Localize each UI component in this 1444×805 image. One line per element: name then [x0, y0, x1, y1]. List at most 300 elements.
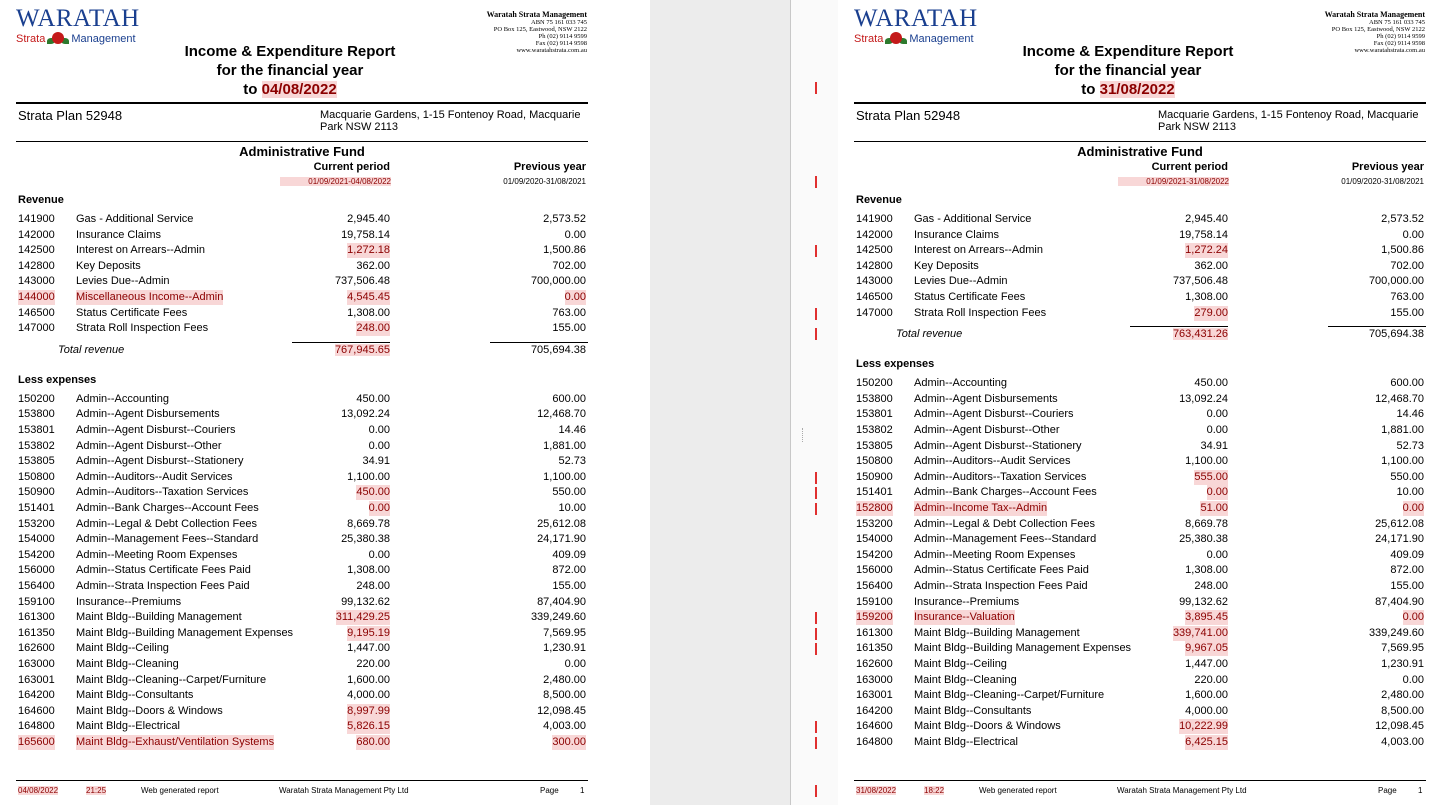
account-code: 161300 — [18, 611, 55, 624]
account-code: 164200 — [856, 704, 893, 717]
previous-amount: 25,612.08 — [1375, 517, 1424, 530]
expense-row — [856, 439, 1426, 454]
report-date: 04/08/2022 — [261, 81, 337, 98]
total-revenue-label: Total revenue — [58, 343, 125, 356]
footer-page-number: 1 — [1418, 786, 1423, 795]
previous-amount: 2,573.52 — [1381, 213, 1424, 225]
current-amount: 279.00 — [1194, 306, 1228, 319]
account-name: Levies Due--Admin — [914, 275, 1008, 288]
company-name: Waratah Strata Management — [486, 10, 587, 19]
revenue-row — [18, 212, 588, 227]
previous-amount: 8,500.00 — [543, 689, 586, 702]
previous-amount: 300.00 — [552, 736, 586, 748]
current-amount: 450.00 — [1194, 377, 1228, 390]
account-name: Insurance--Valuation — [914, 611, 1015, 624]
account-code: 142800 — [18, 259, 55, 272]
account-code: 146500 — [18, 306, 55, 319]
account-code: 159200 — [856, 611, 893, 624]
account-name: Admin--Meeting Room Expenses — [914, 548, 1076, 561]
previous-amount: 4,003.00 — [543, 720, 586, 733]
logo-wordmark: WARATAH — [16, 5, 140, 32]
account-name: Maint Bldg--Consultants — [76, 689, 194, 702]
account-code: 151401 — [18, 502, 55, 514]
current-amount: 34.91 — [1200, 439, 1228, 452]
expense-row — [856, 548, 1426, 563]
expenses-heading: Less expenses — [18, 373, 97, 386]
total-revenue-rule-current — [1130, 326, 1228, 327]
previous-amount: 600.00 — [552, 392, 586, 405]
previous-period-range: 01/09/2020-31/08/2021 — [1341, 177, 1424, 186]
account-code: 165600 — [18, 736, 55, 748]
change-marker[interactable] — [815, 628, 817, 640]
account-name: Admin--Meeting Room Expenses — [76, 548, 238, 561]
current-amount: 25,380.38 — [341, 533, 390, 546]
account-name: Admin--Agent Disburst--Other — [914, 424, 1060, 436]
account-name: Admin--Bank Charges--Account Fees — [914, 486, 1097, 499]
expense-row — [856, 563, 1426, 578]
account-code: 150900 — [18, 486, 55, 499]
previous-amount: 0.00 — [1402, 228, 1424, 241]
revenue-row — [18, 306, 588, 321]
account-code: 153801 — [18, 424, 55, 436]
total-revenue-rule-previous — [490, 342, 588, 343]
account-code: 150200 — [856, 377, 893, 390]
expense-row — [856, 532, 1426, 547]
expense-row — [18, 423, 588, 438]
previous-amount: 0.00 — [1402, 673, 1424, 686]
current-amount: 362.00 — [356, 259, 390, 272]
revenue-heading: Revenue — [18, 194, 64, 206]
previous-amount: 702.00 — [1390, 259, 1424, 272]
logo-strata-text: Strata — [16, 33, 46, 45]
revenue-row — [856, 212, 1426, 227]
current-amount: 19,758.14 — [341, 228, 390, 241]
account-code: 153200 — [856, 517, 893, 530]
diff-marker-strip — [791, 0, 838, 805]
company-website: www.waratahstrata.com.au — [1354, 47, 1425, 54]
change-marker[interactable] — [815, 737, 817, 749]
waratah-logo — [16, 6, 140, 46]
current-amount: 34.91 — [362, 455, 390, 468]
change-marker[interactable] — [815, 503, 817, 515]
change-marker[interactable] — [815, 245, 817, 257]
current-amount: 737,506.48 — [1172, 275, 1228, 288]
account-name: Admin--Accounting — [76, 392, 169, 405]
current-amount: 1,308.00 — [1185, 291, 1228, 303]
previous-amount: 550.00 — [1390, 470, 1424, 483]
report-date: 31/08/2022 — [1099, 81, 1175, 98]
previous-amount: 7,569.95 — [1381, 642, 1424, 655]
current-amount: 0.00 — [368, 548, 390, 561]
account-code: 150800 — [18, 470, 55, 483]
expense-row — [856, 735, 1426, 750]
account-code: 154200 — [856, 548, 893, 561]
account-name: Maint Bldg--Exhaust/Ventilation Systems — [76, 736, 275, 748]
account-name: Status Certificate Fees — [76, 306, 188, 319]
expense-row — [856, 470, 1426, 485]
footer-company: Waratah Strata Management Pty Ltd — [279, 786, 409, 795]
company-fax: Fax (02) 9114 9598 — [535, 40, 587, 47]
account-name: Admin--Management Fees--Standard — [914, 533, 1097, 546]
change-marker[interactable] — [815, 176, 817, 188]
footer-date: 31/08/2022 — [856, 786, 897, 795]
change-marker[interactable] — [815, 721, 817, 733]
previous-amount: 763.00 — [552, 306, 586, 319]
previous-amount: 1,230.91 — [1381, 658, 1424, 670]
account-name: Levies Due--Admin — [76, 275, 170, 288]
company-abn: ABN 75 161 033 745 — [1369, 19, 1425, 26]
account-code: 163000 — [18, 658, 55, 670]
current-amount: 99,132.62 — [341, 595, 390, 608]
previous-amount: 1,100.00 — [1381, 455, 1424, 468]
company-phone: Ph (02) 9114 9599 — [538, 33, 587, 40]
current-amount: 1,600.00 — [1185, 689, 1228, 702]
current-amount: 99,132.62 — [1179, 595, 1228, 608]
account-name: Admin--Auditors--Taxation Services — [914, 470, 1087, 483]
account-code: 153200 — [18, 517, 55, 530]
footer-web-generated: Web generated report — [141, 786, 219, 795]
account-code: 153802 — [18, 439, 55, 452]
expense-row — [18, 517, 588, 532]
company-po-box: PO Box 125, Eastwood, NSW 2122 — [1331, 26, 1425, 33]
previous-amount: 339,249.60 — [530, 611, 586, 624]
total-revenue-row — [856, 328, 1426, 343]
current-amount: 5,826.15 — [347, 720, 390, 733]
account-code: 161350 — [856, 642, 893, 655]
account-name: Admin--Agent Disburst--Couriers — [914, 408, 1074, 421]
expense-row — [856, 719, 1426, 734]
expense-row — [856, 392, 1426, 407]
expense-row — [856, 610, 1426, 625]
account-name: Admin--Agent Disburst--Other — [76, 439, 222, 452]
current-amount: 555.00 — [1194, 470, 1228, 483]
account-code: 142000 — [18, 228, 55, 241]
expense-row — [856, 626, 1426, 641]
total-revenue-previous: 705,694.38 — [1368, 328, 1424, 341]
previous-amount: 10.00 — [558, 502, 586, 514]
previous-amount: 550.00 — [552, 486, 586, 499]
current-amount: 8,669.78 — [347, 517, 390, 530]
account-code: 156000 — [856, 564, 893, 577]
account-code: 143000 — [18, 275, 55, 288]
account-code: 153800 — [856, 392, 893, 405]
current-amount: 0.00 — [1206, 408, 1228, 421]
account-name: Admin--Income Tax--Admin — [914, 502, 1048, 514]
total-revenue-label: Total revenue — [896, 328, 963, 341]
account-name: Gas - Additional Service — [914, 213, 1032, 225]
footer-page-label: Page — [540, 786, 559, 795]
previous-amount: 155.00 — [552, 580, 586, 592]
revenue-heading: Revenue — [856, 194, 902, 206]
current-amount: 248.00 — [1194, 580, 1228, 592]
expense-row — [856, 517, 1426, 532]
logo-subline — [16, 32, 140, 46]
account-name: Admin--Accounting — [914, 377, 1007, 390]
account-name: Admin--Strata Inspection Fees Paid — [76, 580, 250, 592]
logo-management-text: Management — [71, 33, 136, 45]
change-marker[interactable] — [815, 487, 817, 499]
previous-amount: 0.00 — [564, 291, 586, 303]
account-name: Admin--Auditors--Audit Services — [914, 455, 1071, 468]
account-code: 141900 — [856, 213, 893, 225]
account-name: Admin--Auditors--Taxation Services — [76, 486, 249, 499]
current-amount: 1,447.00 — [347, 642, 390, 655]
company-details — [1268, 10, 1425, 54]
change-marker[interactable] — [815, 785, 817, 797]
account-name: Maint Bldg--Consultants — [914, 704, 1032, 717]
footer-company: Waratah Strata Management Pty Ltd — [1117, 786, 1247, 795]
total-revenue-current: 767,945.65 — [334, 343, 390, 356]
previous-amount: 155.00 — [1390, 306, 1424, 319]
previous-period-range: 01/09/2020-31/08/2021 — [503, 177, 586, 186]
left-document-page — [0, 0, 650, 805]
current-amount: 4,000.00 — [1185, 704, 1228, 717]
current-period-header: Current period — [313, 161, 390, 173]
account-code: 164800 — [856, 736, 893, 748]
company-website: www.waratahstrata.com.au — [516, 47, 587, 54]
company-po-box: PO Box 125, Eastwood, NSW 2122 — [493, 26, 587, 33]
header-rule — [16, 102, 588, 104]
current-amount: 362.00 — [1194, 259, 1228, 272]
current-amount: 0.00 — [368, 424, 390, 436]
account-name: Admin--Agent Disburst--Couriers — [76, 424, 236, 436]
account-name: Insurance Claims — [914, 228, 999, 241]
address-rule — [854, 141, 1426, 142]
account-name: Maint Bldg--Electrical — [76, 720, 180, 733]
account-name: Maint Bldg--Cleaning — [76, 658, 179, 670]
current-amount: 220.00 — [356, 658, 390, 670]
revenue-row — [856, 228, 1426, 243]
previous-amount: 25,612.08 — [537, 517, 586, 530]
current-amount: 51.00 — [1200, 502, 1228, 514]
waratah-flower-icon — [885, 32, 907, 46]
account-code: 161300 — [856, 626, 893, 639]
logo-wordmark: WARATAH — [854, 5, 978, 32]
account-code: 156400 — [18, 580, 55, 592]
account-name: Strata Roll Inspection Fees — [914, 306, 1047, 319]
expense-row — [18, 439, 588, 454]
expense-row — [18, 657, 588, 672]
current-amount: 1,308.00 — [347, 306, 390, 319]
current-amount: 1,308.00 — [1185, 564, 1228, 577]
account-name: Maint Bldg--Cleaning — [914, 673, 1017, 686]
revenue-row — [856, 274, 1426, 289]
current-amount: 1,600.00 — [347, 673, 390, 686]
revenue-row — [18, 321, 588, 336]
current-amount: 0.00 — [368, 439, 390, 452]
current-amount: 311,429.25 — [335, 611, 390, 624]
total-revenue-rule-previous — [1328, 326, 1426, 327]
total-revenue-row — [18, 344, 588, 359]
current-amount: 339,741.00 — [1172, 626, 1228, 639]
expense-row — [18, 673, 588, 688]
account-code: 147000 — [856, 306, 893, 319]
previous-amount: 0.00 — [1402, 611, 1424, 624]
account-name: Maint Bldg--Cleaning--Carpet/Furniture — [76, 673, 267, 686]
expense-row — [18, 407, 588, 422]
account-name: Status Certificate Fees — [914, 291, 1026, 303]
current-amount: 4,000.00 — [347, 689, 390, 702]
change-marker[interactable] — [815, 308, 817, 320]
change-marker[interactable] — [815, 612, 817, 624]
account-name: Strata Roll Inspection Fees — [76, 322, 209, 335]
account-name: Admin--Management Fees--Standard — [76, 533, 259, 546]
account-code: 142800 — [856, 259, 893, 272]
current-amount: 737,506.48 — [334, 275, 390, 288]
footer-rule — [16, 780, 588, 781]
revenue-row — [18, 243, 588, 258]
current-amount: 1,272.18 — [347, 244, 390, 257]
current-period-range: 01/09/2021-04/08/2022 — [280, 177, 391, 186]
total-revenue-current: 763,431.26 — [1172, 328, 1228, 341]
revenue-row — [18, 274, 588, 289]
current-amount: 10,222.99 — [1179, 720, 1228, 733]
expense-row — [856, 688, 1426, 703]
previous-amount: 87,404.90 — [1375, 595, 1424, 608]
account-name: Gas - Additional Service — [76, 213, 194, 225]
previous-year-header: Previous year — [1351, 161, 1424, 173]
account-name: Maint Bldg--Cleaning--Carpet/Furniture — [914, 689, 1105, 702]
company-abn: ABN 75 161 033 745 — [531, 19, 587, 26]
revenue-row — [856, 306, 1426, 321]
fund-title: Administrative Fund — [239, 144, 365, 159]
expense-row — [856, 407, 1426, 422]
previous-amount: 1,500.86 — [1381, 244, 1424, 257]
report-title — [1018, 42, 1238, 99]
change-marker[interactable] — [815, 643, 817, 655]
change-marker[interactable] — [815, 82, 817, 94]
previous-amount: 763.00 — [1390, 291, 1424, 303]
change-marker[interactable] — [815, 328, 817, 340]
expense-row — [856, 485, 1426, 500]
expense-row — [18, 641, 588, 656]
change-marker[interactable] — [815, 472, 817, 484]
current-amount: 248.00 — [356, 322, 390, 335]
expense-row — [18, 610, 588, 625]
account-code: 156000 — [18, 564, 55, 577]
account-code: 162600 — [18, 642, 55, 655]
previous-amount: 339,249.60 — [1368, 626, 1424, 639]
account-name: Maint Bldg--Ceiling — [76, 642, 169, 655]
current-amount: 0.00 — [1206, 424, 1228, 436]
account-code: 143000 — [856, 275, 893, 288]
account-name: Insurance--Premiums — [914, 595, 1020, 608]
previous-amount: 700,000.00 — [1368, 275, 1424, 288]
expense-row — [18, 579, 588, 594]
expense-row — [856, 579, 1426, 594]
current-amount: 13,092.24 — [341, 408, 390, 421]
revenue-row — [18, 259, 588, 274]
account-code: 163001 — [18, 673, 55, 686]
previous-amount: 1,230.91 — [543, 642, 586, 655]
account-code: 163001 — [856, 689, 893, 702]
account-code: 153802 — [856, 424, 893, 436]
previous-amount: 600.00 — [1390, 377, 1424, 390]
current-amount: 1,272.24 — [1185, 244, 1228, 257]
footer-date: 04/08/2022 — [18, 786, 59, 795]
fund-title: Administrative Fund — [1077, 144, 1203, 159]
company-name: Waratah Strata Management — [1324, 10, 1425, 19]
current-amount: 450.00 — [356, 486, 390, 499]
expense-row — [18, 454, 588, 469]
expense-row — [856, 641, 1426, 656]
account-code: 164800 — [18, 720, 55, 733]
current-amount: 9,967.05 — [1185, 642, 1228, 655]
expense-row — [18, 548, 588, 563]
property-address: Macquarie Gardens, 1-15 Fontenoy Road, Macquarie Park NSW 2113 — [320, 109, 581, 133]
account-name: Maint Bldg--Ceiling — [914, 658, 1007, 670]
previous-amount: 702.00 — [552, 259, 586, 272]
account-name: Maint Bldg--Building Management — [76, 611, 242, 624]
previous-amount: 2,480.00 — [543, 673, 586, 686]
expense-row — [18, 392, 588, 407]
account-code: 164600 — [856, 720, 893, 733]
current-period-range: 01/09/2021-31/08/2022 — [1118, 177, 1229, 186]
logo-subline — [854, 32, 978, 46]
account-name: Admin--Status Certificate Fees Paid — [914, 564, 1089, 577]
previous-amount: 7,569.95 — [543, 626, 586, 639]
report-title-line1: Income & Expenditure Report — [184, 43, 396, 60]
account-name: Admin--Agent Disburst--Stationery — [76, 455, 244, 468]
previous-amount: 872.00 — [552, 564, 586, 577]
expense-row — [856, 454, 1426, 469]
previous-amount: 12,098.45 — [1375, 720, 1424, 733]
logo-management-text: Management — [909, 33, 974, 45]
revenue-row — [18, 290, 588, 305]
account-code: 159100 — [856, 595, 893, 608]
account-name: Admin--Agent Disbursements — [76, 408, 220, 421]
previous-amount: 1,881.00 — [1381, 424, 1424, 436]
account-code: 146500 — [856, 291, 893, 303]
expense-row — [18, 501, 588, 516]
current-amount: 680.00 — [356, 736, 390, 748]
expense-row — [856, 657, 1426, 672]
previous-amount: 1,100.00 — [543, 470, 586, 483]
account-name: Interest on Arrears--Admin — [76, 244, 205, 257]
account-code: 153801 — [856, 408, 893, 421]
footer-page-number: 1 — [580, 786, 585, 795]
previous-amount: 0.00 — [1402, 502, 1424, 514]
account-code: 150900 — [856, 470, 893, 483]
footer-page-label: Page — [1378, 786, 1397, 795]
expense-row — [18, 719, 588, 734]
current-amount: 8,669.78 — [1185, 517, 1228, 530]
account-name: Maint Bldg--Doors & Windows — [76, 704, 223, 717]
previous-year-header: Previous year — [513, 161, 586, 173]
expense-row — [856, 704, 1426, 719]
previous-amount: 14.46 — [1396, 408, 1424, 421]
expense-row — [856, 501, 1426, 516]
expense-row — [18, 704, 588, 719]
previous-amount: 12,468.70 — [537, 408, 586, 421]
footer-rule — [854, 780, 1426, 781]
account-code: 142500 — [18, 244, 55, 257]
report-title-line1: Income & Expenditure Report — [1022, 43, 1234, 60]
report-title-line2: for the financial year — [216, 62, 364, 79]
previous-amount: 24,171.90 — [1375, 533, 1424, 546]
account-name: Interest on Arrears--Admin — [914, 244, 1043, 257]
current-amount: 13,092.24 — [1179, 392, 1228, 405]
splitter-grip-icon[interactable] — [802, 428, 804, 442]
current-amount: 25,380.38 — [1179, 533, 1228, 546]
account-code: 152800 — [856, 502, 893, 514]
previous-amount: 2,480.00 — [1381, 689, 1424, 702]
expense-row — [18, 532, 588, 547]
current-amount: 248.00 — [356, 580, 390, 592]
account-code: 142500 — [856, 244, 893, 257]
logo-strata-text: Strata — [854, 33, 884, 45]
current-amount: 0.00 — [1206, 548, 1228, 561]
